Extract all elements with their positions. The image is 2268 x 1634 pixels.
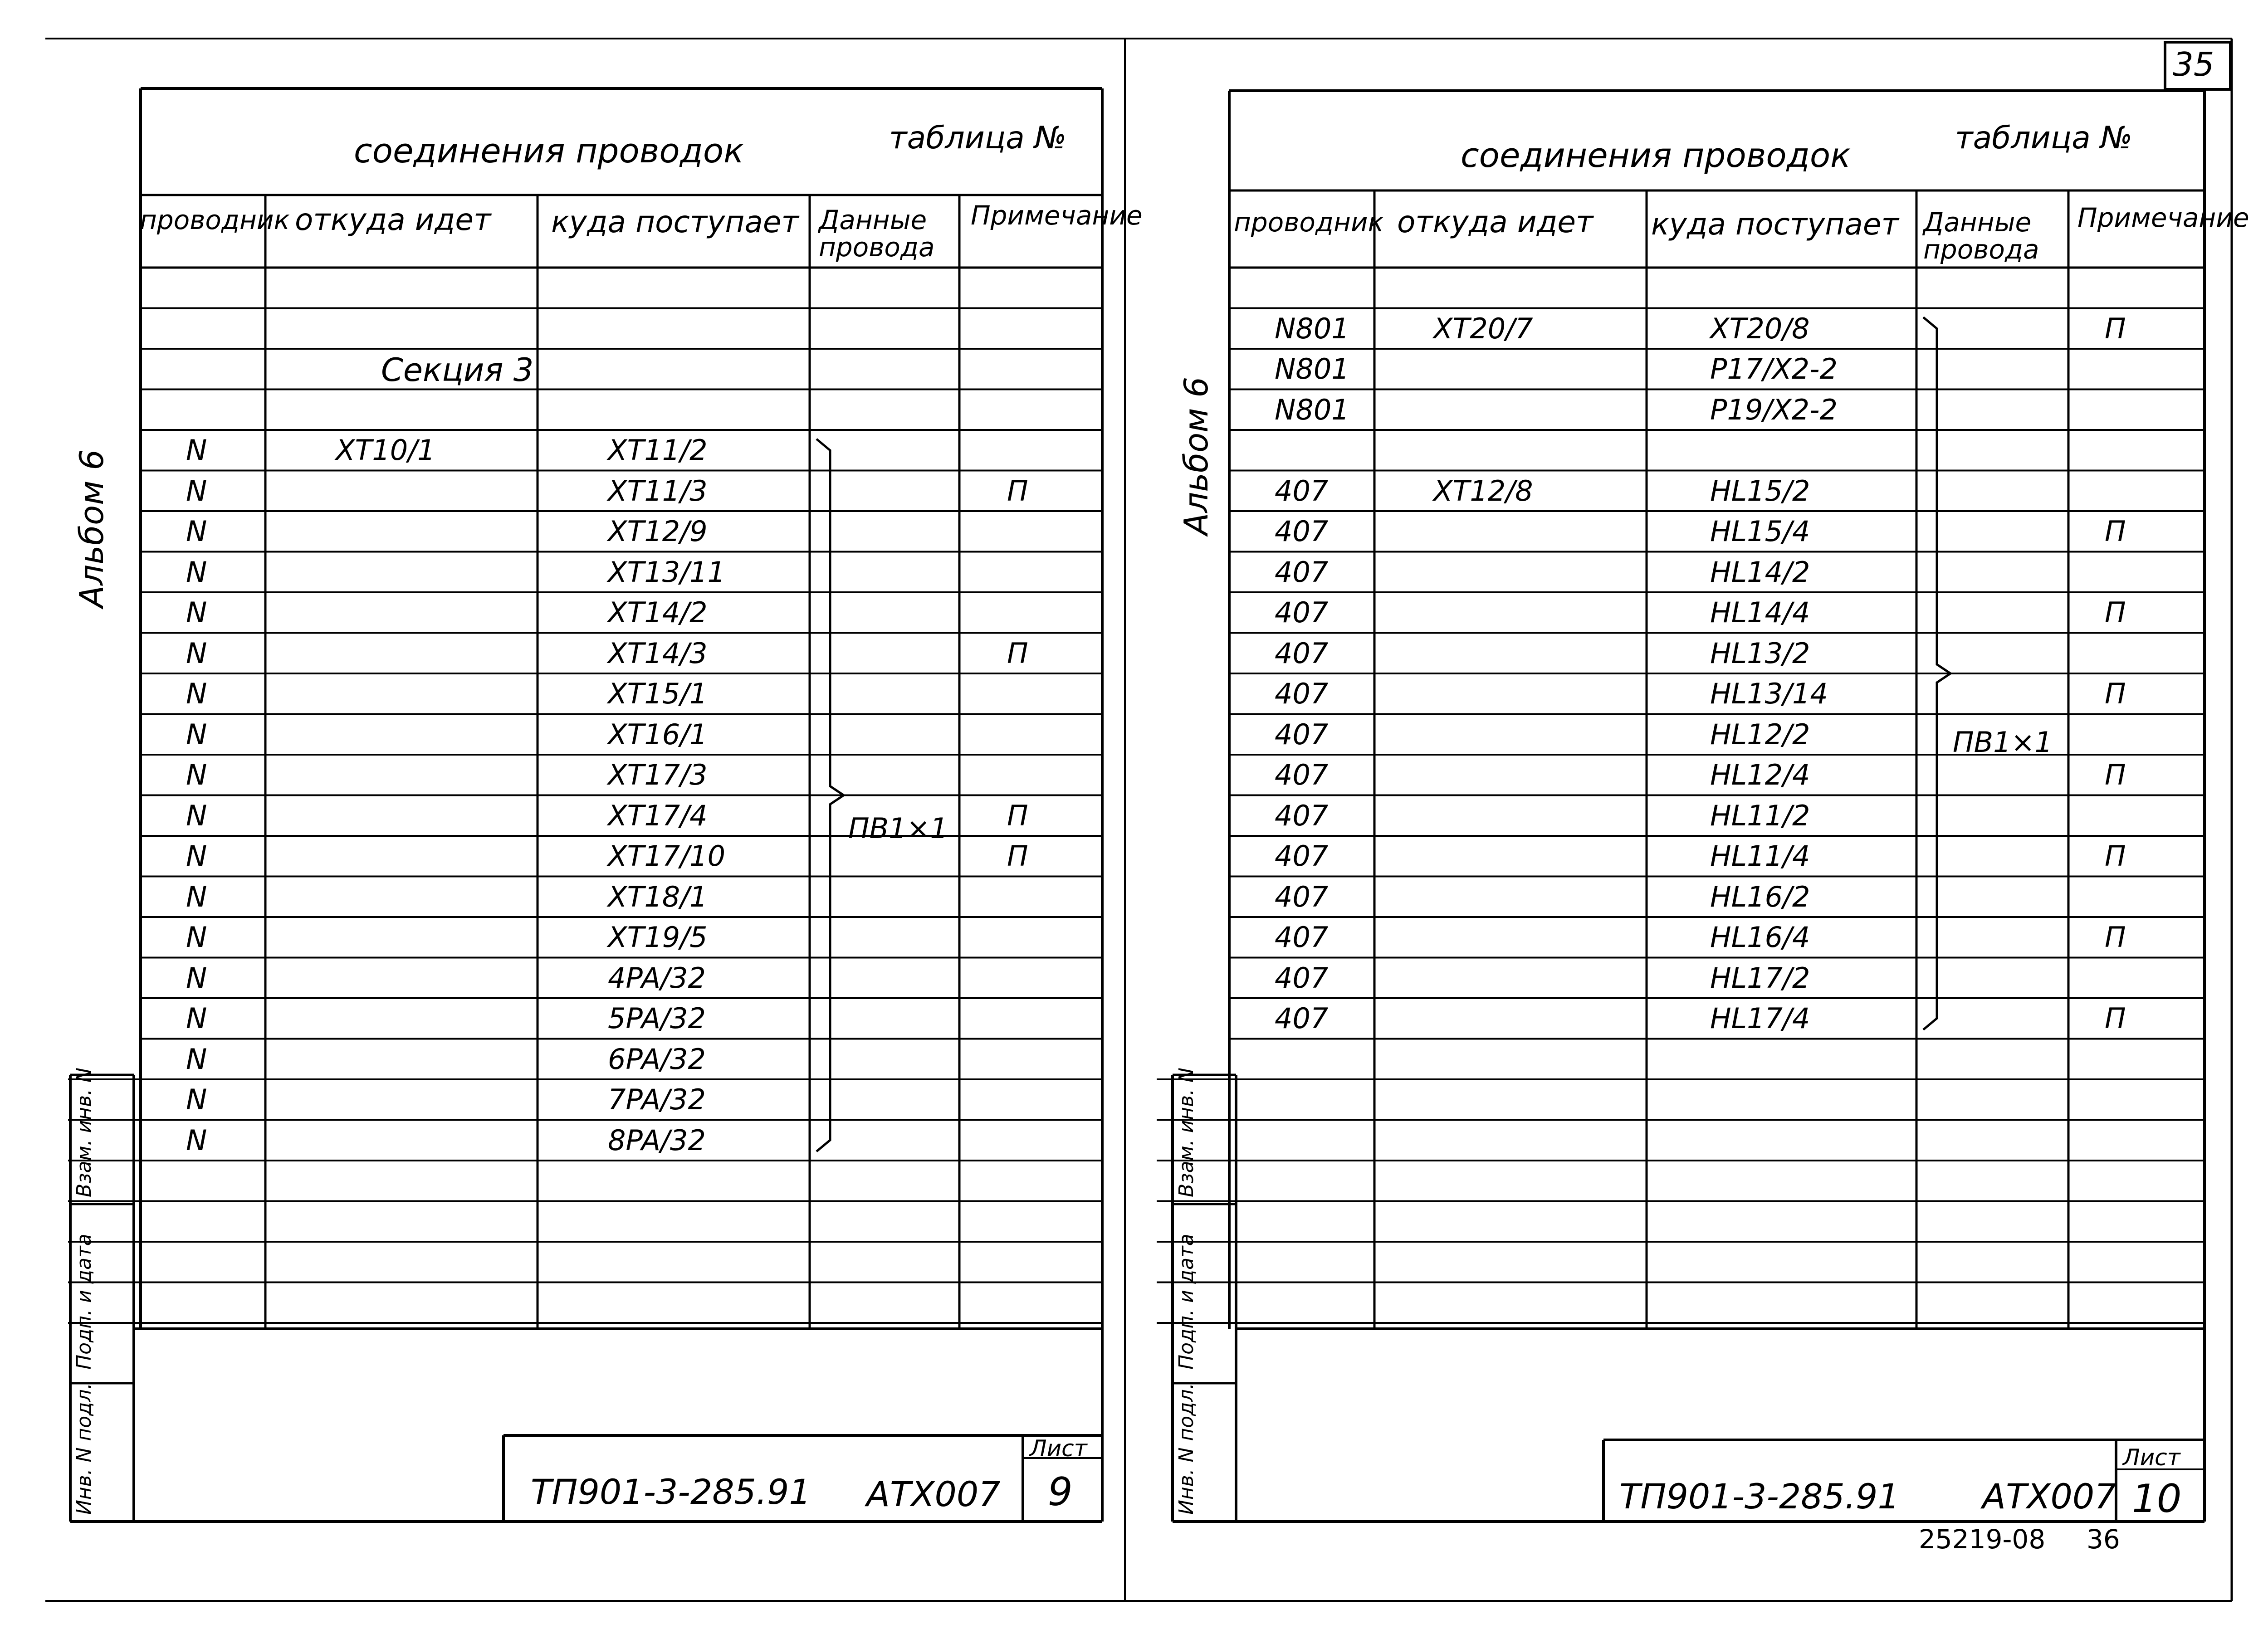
row-to: HL16/4 bbox=[1710, 921, 1810, 954]
footer-code: 25219-08 bbox=[1919, 1524, 2046, 1555]
row-wire: N801 bbox=[1275, 352, 1349, 385]
row-to: XT17/4 bbox=[608, 799, 708, 832]
row-note: П bbox=[2105, 312, 2126, 345]
row-wire: N bbox=[186, 921, 207, 954]
row-wire: N bbox=[186, 596, 207, 629]
row-to: XT17/10 bbox=[608, 839, 726, 873]
row-wire: N bbox=[186, 1042, 207, 1076]
left-section-label: Секция 3 bbox=[381, 351, 534, 389]
row-wire: N bbox=[186, 677, 207, 710]
row-wire: 407 bbox=[1275, 474, 1329, 507]
row-note: П bbox=[2105, 677, 2126, 710]
row-wire: 407 bbox=[1275, 515, 1329, 548]
row-to: HL14/4 bbox=[1710, 596, 1810, 629]
row-to: XT16/1 bbox=[608, 717, 708, 751]
row-to: HL15/2 bbox=[1710, 474, 1810, 507]
row-note: П bbox=[2105, 596, 2126, 629]
left-sheet-number: 9 bbox=[1048, 1469, 1073, 1515]
row-from: XT12/8 bbox=[1433, 474, 1533, 507]
footer-page: 36 bbox=[2087, 1524, 2120, 1555]
row-to: XT13/11 bbox=[608, 555, 726, 589]
left-doc-mark: АТХ007 bbox=[866, 1474, 1001, 1514]
row-to: XT14/3 bbox=[608, 636, 708, 670]
album-label-right: Альбом 6 bbox=[1177, 376, 1215, 535]
row-to: HL13/2 bbox=[1710, 636, 1810, 670]
row-to: XT11/2 bbox=[608, 434, 708, 467]
row-wire: 407 bbox=[1275, 839, 1329, 873]
row-wire: N801 bbox=[1275, 393, 1349, 426]
row-wire: N bbox=[186, 636, 207, 670]
right-col-note: Примечание bbox=[2077, 202, 2249, 233]
row-wire: 407 bbox=[1275, 758, 1329, 791]
row-to: HL17/4 bbox=[1710, 1002, 1810, 1035]
row-to: XT15/1 bbox=[608, 677, 708, 710]
row-to: 6PA/32 bbox=[608, 1042, 706, 1076]
right-col-from: откуда идет bbox=[1397, 205, 1593, 239]
right-doc-mark: АТХ007 bbox=[1982, 1476, 2116, 1517]
row-wire: N bbox=[186, 1002, 207, 1035]
row-wire: 407 bbox=[1275, 880, 1329, 913]
row-wire: 407 bbox=[1275, 677, 1329, 710]
right-sheet-label: Лист bbox=[2123, 1444, 2180, 1471]
row-wire: N bbox=[186, 1123, 207, 1157]
row-to: P17/X2-2 bbox=[1710, 352, 1838, 385]
left-col-from: откуда идет bbox=[295, 202, 491, 237]
row-to: XT18/1 bbox=[608, 880, 708, 913]
stamp-inv-left: Инв. N подл. bbox=[73, 1383, 96, 1515]
row-to: 4PA/32 bbox=[608, 961, 706, 995]
left-col-to: куда поступает bbox=[551, 205, 799, 239]
row-to: 5PA/32 bbox=[608, 1002, 706, 1035]
row-note: П bbox=[1007, 474, 1028, 507]
row-wire: N bbox=[186, 758, 207, 791]
row-wire: 407 bbox=[1275, 921, 1329, 954]
row-to: 7PA/32 bbox=[608, 1083, 706, 1116]
row-wire: N bbox=[186, 474, 207, 507]
row-wire: N bbox=[186, 961, 207, 995]
row-to: HL13/14 bbox=[1710, 677, 1828, 710]
row-wire: N801 bbox=[1275, 312, 1349, 345]
row-wire: N bbox=[186, 799, 207, 832]
row-to: P19/X2-2 bbox=[1710, 393, 1838, 426]
row-to: XT17/3 bbox=[608, 758, 708, 791]
row-wire: 407 bbox=[1275, 961, 1329, 995]
row-wire: 407 bbox=[1275, 717, 1329, 751]
right-col-data: Данные провода bbox=[1923, 207, 2039, 265]
row-wire: 407 bbox=[1275, 636, 1329, 670]
left-col-wire: проводник bbox=[140, 205, 290, 235]
row-note: П bbox=[2105, 921, 2126, 954]
row-wire: 407 bbox=[1275, 799, 1329, 832]
right-table-label: таблица № bbox=[1955, 120, 2133, 156]
right-col-to: куда поступает bbox=[1651, 207, 1899, 242]
row-note: П bbox=[1007, 799, 1028, 832]
row-from: XT20/7 bbox=[1433, 312, 1533, 345]
left-doc-code: ТП901-3-285.91 bbox=[531, 1472, 811, 1512]
row-to: HL11/4 bbox=[1710, 839, 1810, 873]
row-note: П bbox=[2105, 839, 2126, 873]
row-to: HL14/2 bbox=[1710, 555, 1810, 589]
stamp-inv-right: Инв. N подл. bbox=[1175, 1383, 1198, 1515]
row-to: XT14/2 bbox=[608, 596, 708, 629]
row-to: HL11/2 bbox=[1710, 799, 1810, 832]
row-to: XT11/3 bbox=[608, 474, 708, 507]
left-wire-data: ПВ1×1 bbox=[848, 812, 948, 845]
row-wire: N bbox=[186, 880, 207, 913]
row-to: XT20/8 bbox=[1710, 312, 1810, 345]
row-to: XT19/5 bbox=[608, 921, 708, 954]
row-to: HL16/2 bbox=[1710, 880, 1810, 913]
row-wire: N bbox=[186, 555, 207, 589]
stamp-replace-left: Взам. инв. N bbox=[73, 1068, 96, 1197]
left-sheet-label: Лист bbox=[1030, 1435, 1087, 1462]
row-from: XT10/1 bbox=[336, 434, 435, 467]
row-note: П bbox=[2105, 1002, 2126, 1035]
left-table-label: таблица № bbox=[889, 120, 1067, 156]
row-note: П bbox=[2105, 515, 2126, 548]
left-col-note: Примечание bbox=[971, 200, 1143, 231]
row-wire: 407 bbox=[1275, 596, 1329, 629]
stamp-sign-right: Подп. и дата bbox=[1175, 1234, 1198, 1370]
row-to: HL17/2 bbox=[1710, 961, 1810, 995]
right-doc-code: ТП901-3-285.91 bbox=[1619, 1476, 1900, 1517]
row-wire: 407 bbox=[1275, 555, 1329, 589]
right-sheet-number: 10 bbox=[2132, 1476, 2182, 1522]
row-wire: N bbox=[186, 515, 207, 548]
stamp-sign-left: Подп. и дата bbox=[73, 1234, 96, 1370]
row-note: П bbox=[1007, 636, 1028, 670]
right-col-wire: проводник bbox=[1234, 207, 1384, 238]
row-to: HL15/4 bbox=[1710, 515, 1810, 548]
row-wire: 407 bbox=[1275, 1002, 1329, 1035]
left-table-title: соединения проводок bbox=[354, 132, 744, 171]
right-table-title: соединения проводок bbox=[1461, 136, 1851, 175]
row-wire: N bbox=[186, 839, 207, 873]
row-wire: N bbox=[186, 434, 207, 467]
row-to: 8PA/32 bbox=[608, 1123, 706, 1157]
stamp-replace-right: Взам. инв. N bbox=[1175, 1068, 1198, 1197]
left-col-data: Данные провода bbox=[819, 205, 935, 263]
album-label-left: Альбом 6 bbox=[73, 449, 111, 608]
row-to: XT12/9 bbox=[608, 515, 708, 548]
row-wire: N bbox=[186, 717, 207, 751]
row-note: П bbox=[2105, 758, 2126, 791]
row-wire: N bbox=[186, 1083, 207, 1116]
row-to: HL12/4 bbox=[1710, 758, 1810, 791]
row-to: HL12/2 bbox=[1710, 717, 1810, 751]
right-wire-data: ПВ1×1 bbox=[1953, 726, 2053, 759]
corner-sheet-number: 35 bbox=[2173, 45, 2214, 83]
row-note: П bbox=[1007, 839, 1028, 873]
